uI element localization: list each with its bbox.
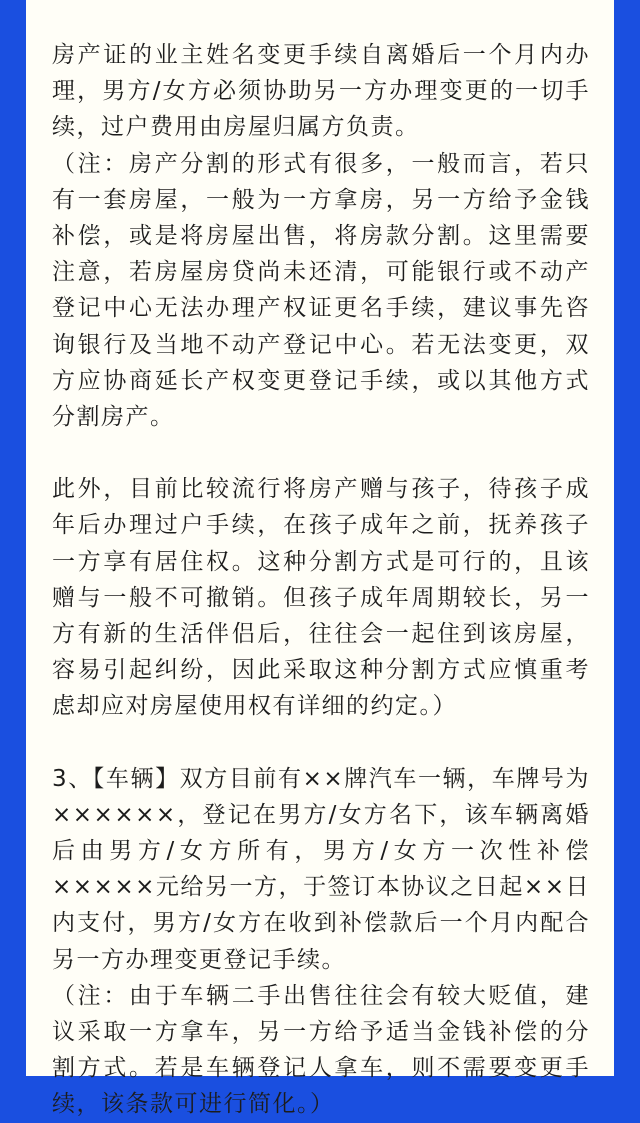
house-note-paragraph: （注：房产分割的形式有很多，一般而言，若只有一套房屋，一般为一方拿房，另一方给予金钱补偿，或是将房屋出售，将房款分割。这里需要注意，若房屋房贷尚未还清，可能银行或不动产登记中心无法办理产权证更名手续，建议事先咨询银行及当地不动产登记中心。若无法变更，双方应协商延长产权变更登记手续，或以其他方式分割房产。 (52, 150, 590, 431)
house-gift-paragraph: 此外，目前比较流行将房产赠与孩子，待孩子成年后办理过户手续，在孩子成年之前，抚养孩子一方享有居住权。这种分割方式是可行的，且该赠与一般不可撤销。但孩子成年周期较长，另一方有新的生活伴侣后，往往会一起住到该房屋，容易引起纠纷，因此采取这种分割方式应慎重考虑却应对房屋使用权有详细的约定。） (52, 476, 590, 720)
document-card (26, 0, 614, 1118)
vehicle-clause-paragraph: 3、【车辆】双方目前有××牌汽车一辆，车牌号为××××××，登记在男方/女方名下，该车辆离婚后由男方/女方所有，男方/女方一次性补偿×××××元给另一方，于签订本协议之日起××日内支付，男方/女方在收到补偿款后一个月内配合另一方办理变更登记手续。 (52, 765, 590, 973)
vehicle-note-paragraph: （注：由于车辆二手出售往往会有较大贬值，建议采取一方拿车，另一方给予适当金钱补偿的分割方式。若是车辆登记人拿车，则不需要变更手续，该条款可进行简化。） (52, 982, 590, 1118)
paragraph-spacer (52, 435, 590, 471)
paragraph-spacer (52, 725, 590, 761)
house-transfer-paragraph: 房产证的业主姓名变更手续自离婚后一个月内办理，男方/女方必须协助另一方办理变更的一切手续，过户费用由房屋归属方负责。 (52, 42, 590, 141)
